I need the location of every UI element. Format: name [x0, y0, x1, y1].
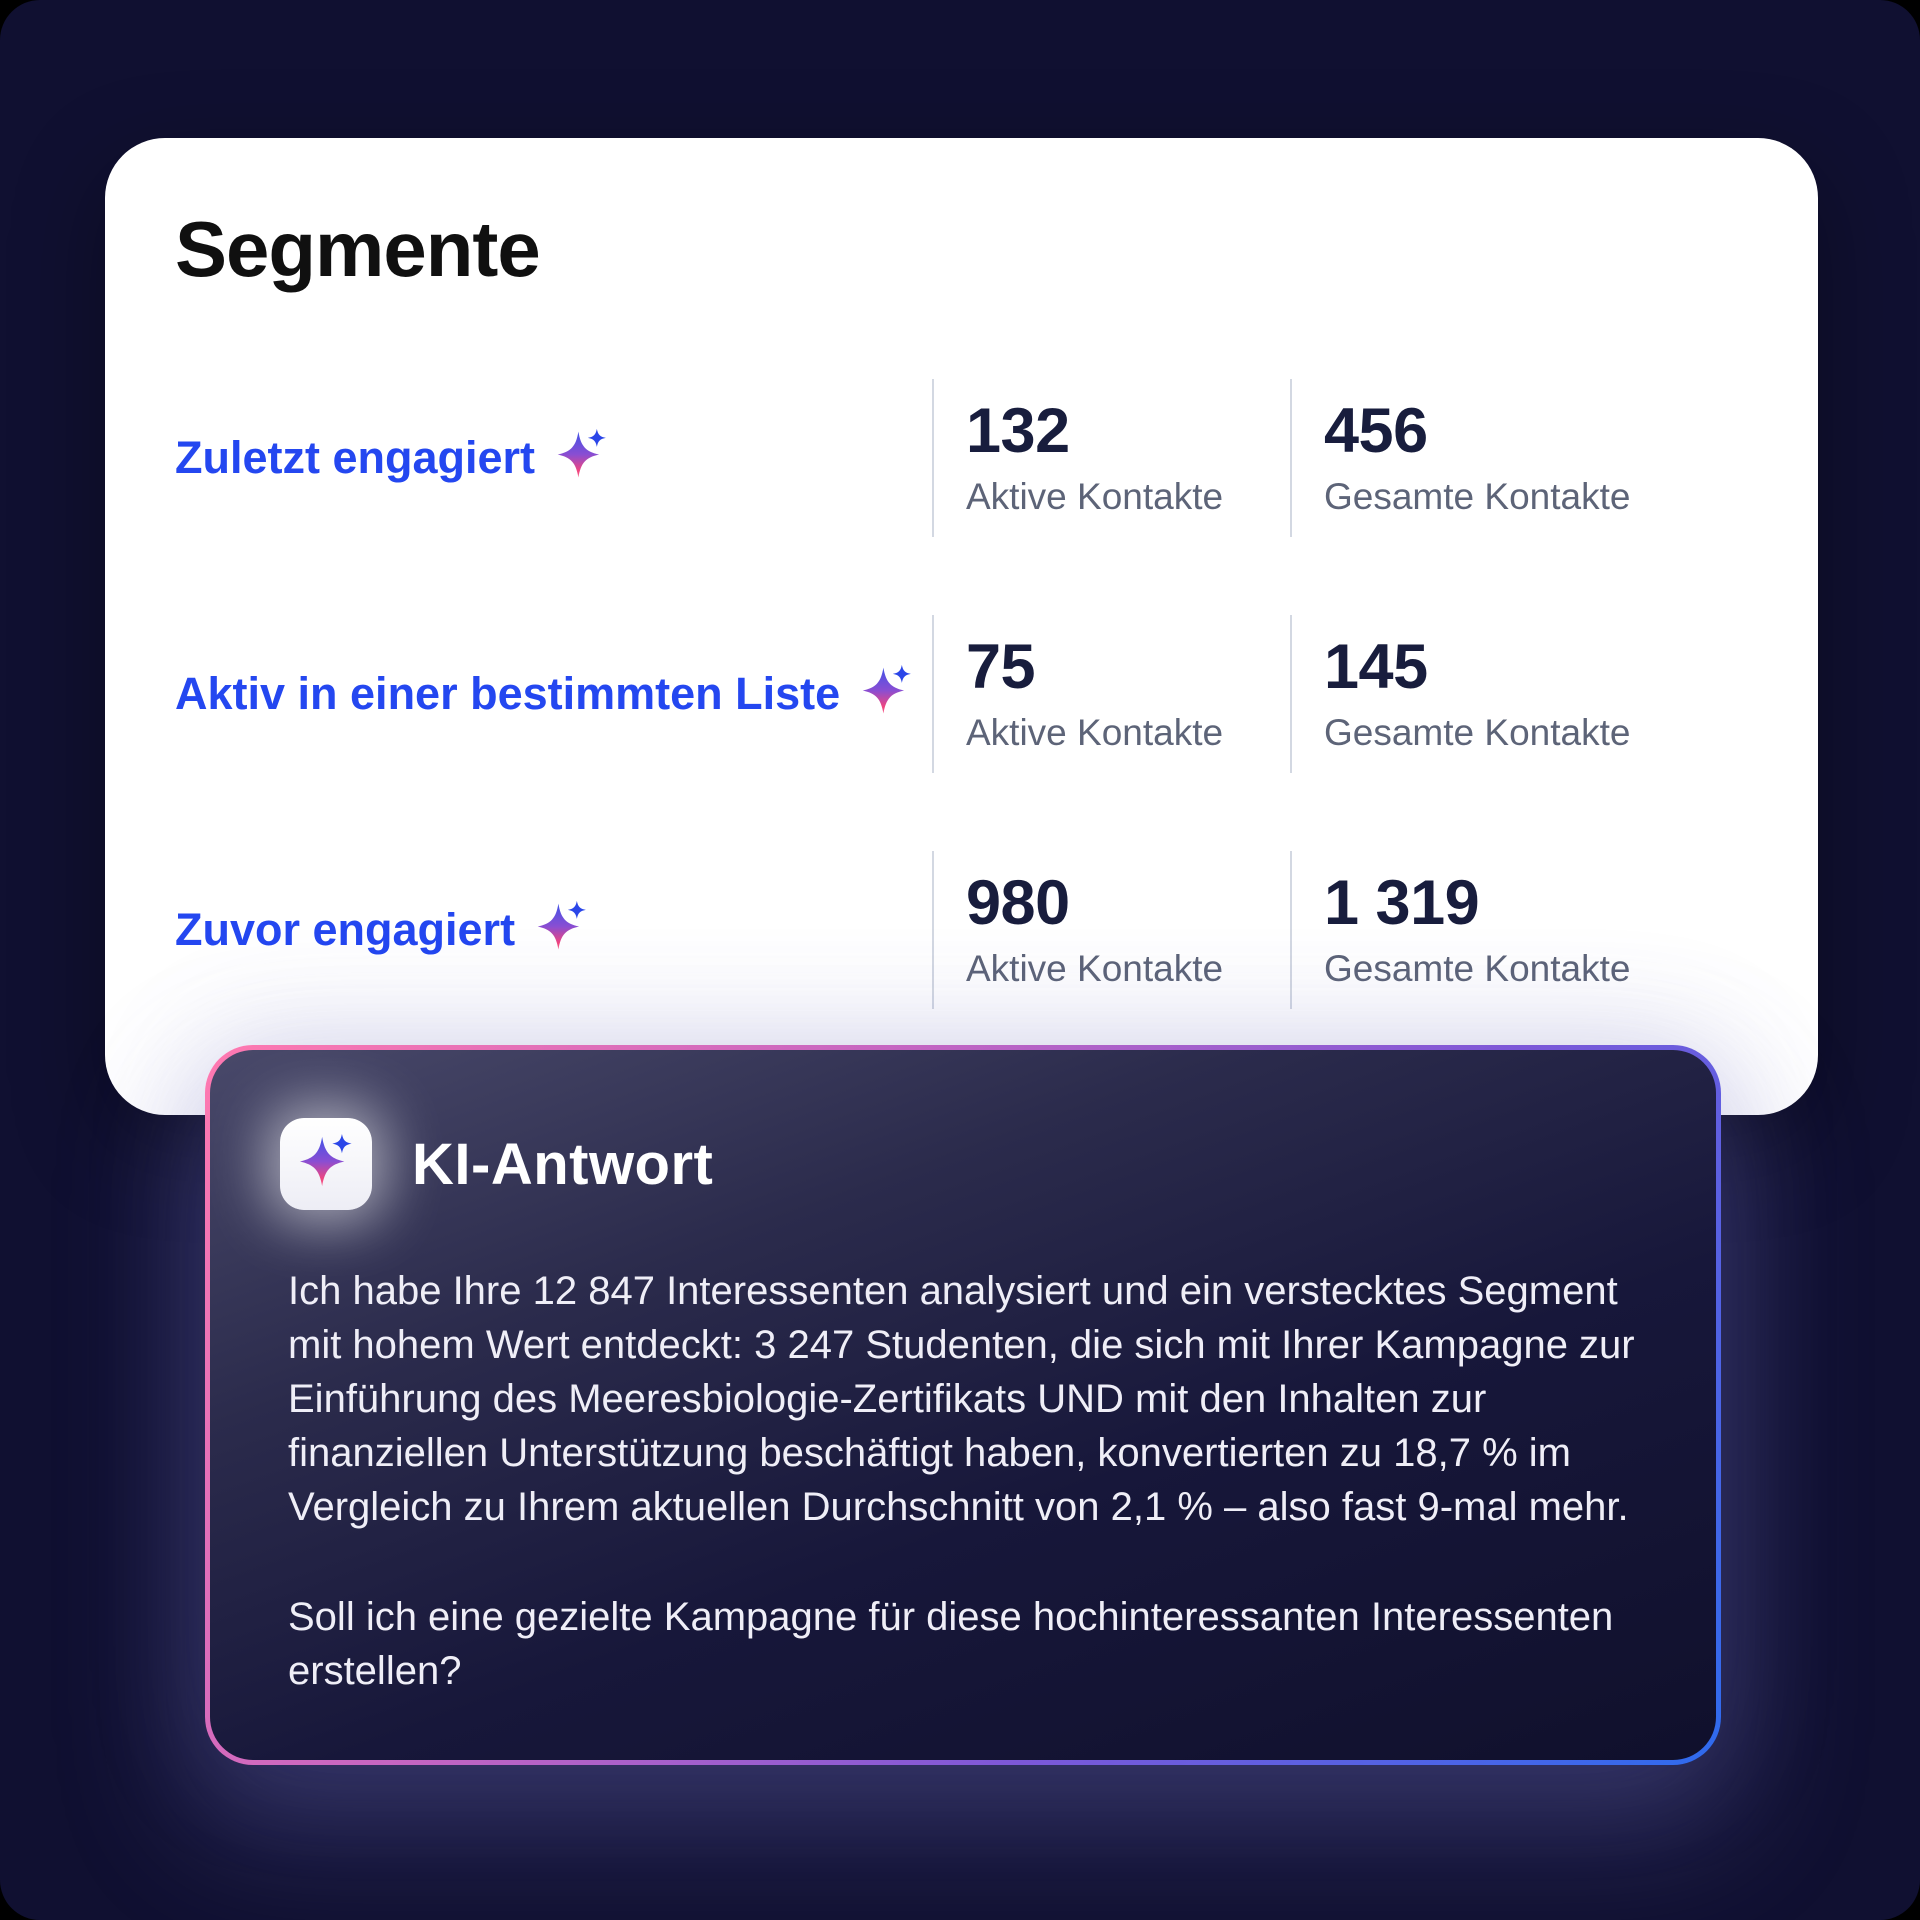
- segment-link-recently-engaged[interactable]: [175, 423, 932, 494]
- stat-total-contacts: [1290, 379, 1720, 537]
- ai-sparkle-icon: [555, 427, 609, 494]
- stat-value: 1 319: [1324, 867, 1480, 938]
- stat-total-contacts: [1290, 851, 1720, 1009]
- stat-value: 980: [966, 867, 1070, 938]
- stat-total-contacts: [1290, 615, 1720, 773]
- stat-caption: Gesamte Kontakte: [1324, 948, 1631, 990]
- ai-sparkle-icon: [297, 1132, 355, 1197]
- ai-answer-paragraph: Soll ich eine gezielte Kampagne für diese hochinteressanten Interessenten erstellen?: [288, 1595, 1614, 1693]
- stat-value: 132: [966, 395, 1070, 466]
- stat-caption: Aktive Kontakte: [966, 948, 1224, 990]
- stat-caption: Gesamte Kontakte: [1324, 712, 1631, 754]
- stat-value: 145: [1324, 631, 1428, 702]
- segment-row-active-in-list: [175, 615, 1720, 773]
- ai-sparkle-icon: [535, 899, 589, 966]
- stat-active-contacts: [932, 379, 1290, 537]
- ai-answer-title: KI-Antwort: [412, 1131, 714, 1197]
- ai-icon-tile: [280, 1118, 372, 1210]
- ai-answer-paragraph: Ich habe Ihre 12 847 Interessenten analysiert und ein verstecktes Segment mit hohem Wert entdeckt: 3 247 Studenten, die sich mit Ihrer Kampagne zur Einführung des Meeresbiologie-Zertifikats UND mit den Inhalten zur finanziellen Unterstützung beschäftigt haben, konvertierten zu 18,7 % im Vergleich zu Ihrem aktuellen Durchschnitt von 2,1 % – also fast 9-mal mehr.: [288, 1269, 1635, 1529]
- segment-link-previously-engaged[interactable]: [175, 895, 932, 966]
- segment-link-label: Zuvor engagiert: [175, 904, 516, 955]
- segments-card: [105, 138, 1818, 1115]
- stat-active-contacts: [932, 615, 1290, 773]
- stat-active-contacts: [932, 851, 1290, 1009]
- ai-answer-body: [210, 1210, 1716, 1698]
- stat-caption: Gesamte Kontakte: [1324, 476, 1631, 518]
- segment-link-active-in-list[interactable]: [175, 659, 932, 730]
- segments-card-title: Segmente: [175, 205, 540, 293]
- stat-caption: Aktive Kontakte: [966, 476, 1224, 518]
- ai-answer-card: [205, 1045, 1721, 1765]
- stat-value: 456: [1324, 395, 1428, 466]
- segment-row-recently-engaged: [175, 379, 1720, 537]
- ai-sparkle-icon: [860, 663, 914, 730]
- ai-answer-header: [210, 1050, 1716, 1210]
- segment-row-previously-engaged: [175, 851, 1720, 1009]
- segment-link-label: Aktiv in einer bestimmten Liste: [175, 668, 841, 719]
- stat-caption: Aktive Kontakte: [966, 712, 1224, 754]
- stat-value: 75: [966, 631, 1036, 702]
- segment-link-label: Zuletzt engagiert: [175, 432, 536, 483]
